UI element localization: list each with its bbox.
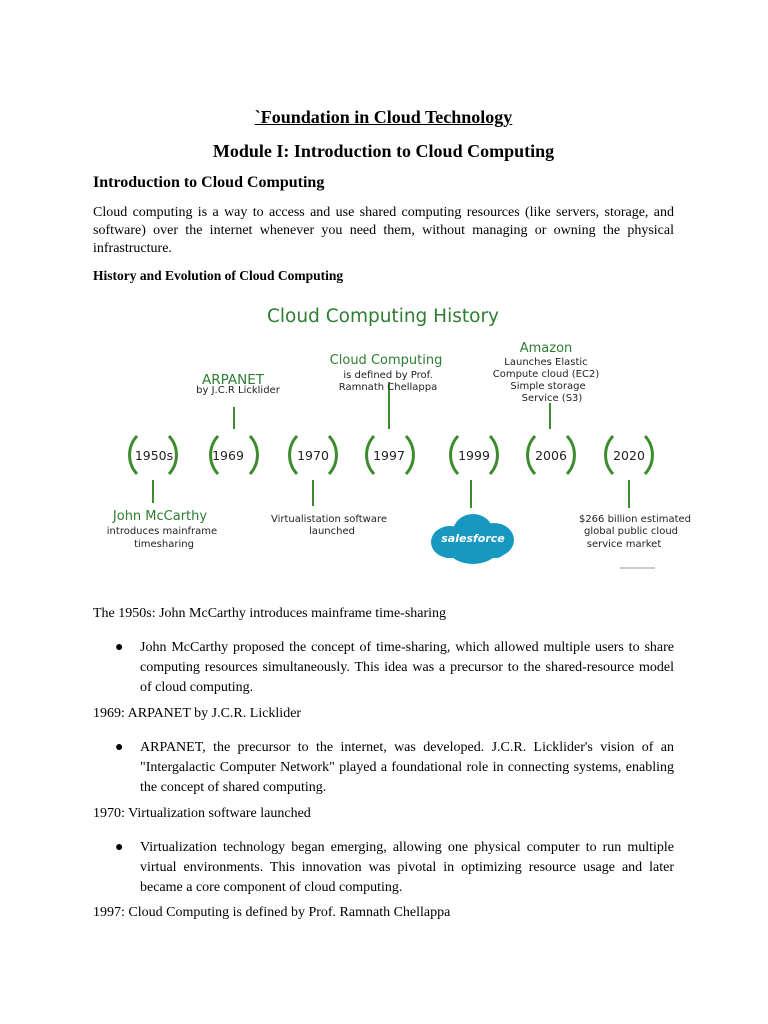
timeline-graphic <box>93 296 692 572</box>
section-heading-1970: 1970: Virtualization software launched <box>93 806 311 821</box>
cc-sub2: Ramnath Chellappa <box>338 382 438 393</box>
intro-paragraph: Cloud computing is a way to access and use shared computing resources (like servers, storage, and software) over the internet whenever you need them, without managing or owning the physical infrastructure. <box>93 205 674 256</box>
bullet-text: ARPANET, the precursor to the internet, was developed. J.C.R. Licklider's vision of an "Intergalactic Computer Network" played a foundational role in connecting systems, enabling the concept of shared computing. <box>140 740 674 795</box>
market-l1: $266 billion estimated <box>578 514 692 525</box>
node-label: 2020 <box>613 448 645 463</box>
amazon-l2: Compute cloud (EC2) <box>492 369 600 380</box>
node-label: 1969 <box>212 448 244 463</box>
mccarthy-l2: timesharing <box>134 539 194 550</box>
bullet-dot: ● <box>115 640 124 655</box>
node-label: 1999 <box>458 448 490 463</box>
node-label: 1970 <box>297 448 329 463</box>
virt-l1: Virtualistation software <box>271 514 387 525</box>
node-2006 <box>528 436 575 474</box>
document-title: `Foundation in Cloud Technology <box>254 107 513 127</box>
node-1997 <box>367 436 414 474</box>
arpanet-title: ARPANET <box>201 372 265 388</box>
bullet-1970 <box>93 838 674 898</box>
bullet-dot: ● <box>115 840 124 855</box>
salesforce-wordmark: salesforce <box>441 532 505 545</box>
figure-title: Cloud Computing History <box>266 306 500 327</box>
bullet-text: Virtualization technology began emerging, allowing one physical computer to run multiple virtual environments. This innovation was pivotal in optimizing resource usage and later became a core component of cloud computing. <box>140 840 674 895</box>
node-2020 <box>606 436 653 474</box>
node-1969 <box>211 436 258 474</box>
cc-title: Cloud Computing <box>329 353 443 368</box>
bullet-1969 <box>93 738 674 798</box>
salesforce-logo <box>431 514 514 564</box>
section-heading-1950s: The 1950s: John McCarthy introduces mainframe time-sharing <box>93 606 447 621</box>
module-title: Module I: Introduction to Cloud Computing <box>212 141 555 161</box>
amazon-l4: Service (S3) <box>521 393 583 404</box>
mccarthy-title: John McCarthy <box>112 509 208 524</box>
section-heading-1997: 1997: Cloud Computing is defined by Prof. Ramnath Chellappa <box>93 905 451 920</box>
section-heading: Introduction to Cloud Computing <box>93 174 325 191</box>
node-1999 <box>451 436 498 474</box>
node-label: 2006 <box>535 448 567 463</box>
virt-l2: launched <box>309 526 355 537</box>
amazon-title: Amazon <box>519 341 573 356</box>
node-1970 <box>290 436 337 474</box>
bullet-dot: ● <box>115 740 124 755</box>
section-heading-1969: 1969: ARPANET by J.C.R. Licklider <box>93 706 302 721</box>
mccarthy-l1: introduces mainframe <box>106 526 218 537</box>
amazon-l1: Launches Elastic <box>504 357 588 368</box>
node-label: 1997 <box>373 448 405 463</box>
node-label: 1950s <box>134 448 174 463</box>
cc-sub1: is defined by Prof. <box>343 370 433 381</box>
node-1950s <box>130 436 177 474</box>
bullet-1950s <box>93 638 674 698</box>
amazon-l3: Simple storage <box>510 381 586 392</box>
cloud-history-figure <box>93 296 692 572</box>
bullet-text: John McCarthy proposed the concept of time-sharing, which allowed multiple users to share computing resources simultaneously. This idea was a precursor to the shared-resource model of cloud computing. <box>140 640 674 695</box>
market-l3: service market <box>586 539 662 550</box>
arpanet-sub: by J.C.R Licklider <box>196 385 280 396</box>
market-l2: global public cloud <box>583 526 679 537</box>
history-heading: History and Evolution of Cloud Computing <box>93 268 344 283</box>
